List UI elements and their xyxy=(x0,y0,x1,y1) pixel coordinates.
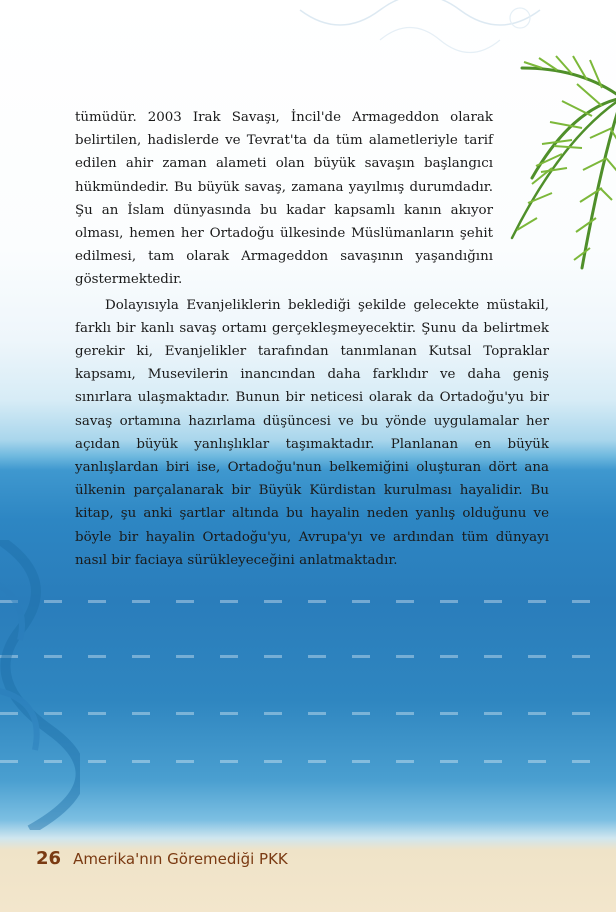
wave-highlight xyxy=(0,760,616,763)
page-number: 26 xyxy=(36,848,62,869)
wave-highlight xyxy=(0,600,616,603)
wave-highlight xyxy=(0,712,616,715)
wave-highlight xyxy=(0,655,616,658)
paragraph: Dolayısıyla Evanjeliklerin beklediği şekilde gelecekte müstakil, farklı bir kanlı savaş ortamı gerçekleşmeyecektir. Şunu da belirtmek gerekir ki, Evanjelikler tarafından tanımlanan Kutsal Topraklar kapsamı, Musevilerin inancından daha farklıdır ve daha geniş sınırlara ulaşmaktadır. Bunun bir neticesi olarak da Ortadoğu'yu bir savaş ortamına hazırlama düşüncesi ve bu yönde uygulamalar her açıdan büyük yanlışlıklar taşımaktadır. Planlanan en büyük yanlışlardan biri ise, Ortadoğu'nun belkemiğini oluşturan dört ana ülkenin parçalanarak bir Büyük Kürdistan kurulması hayalidir. Bu kitap, şu anki şartlar altında bu hayalin neden yanlış olduğunu ve böyle bir hayalin Ortadoğu'yu, Avrupa'yı ve ardından tüm dünyayı nasıl bir faciaya sürükleyeceğini anlatmaktadır. xyxy=(75,297,549,568)
page-footer xyxy=(36,848,288,872)
body-text xyxy=(75,106,549,572)
floral-swirl-icon xyxy=(0,540,80,830)
paragraph: tümüdür. 2003 Irak Savaşı, İncil'de Armageddon olarak belirtilen, hadislerde ve Tevrat'ta da tüm alametleriyle tarif edilen ahir zaman alameti olan büyük savaşın başlangıcı hükmündedir. Bu büyük savaş, zamana yayılmış durumdadır. Şu an İslam dünyasında bu kadar kapsamlı kanın akıyor olması, hemen her Ortadoğu ülkesinde Müslümanların şehit edilmesi, tam olarak Armageddon savaşının yaşandığını göstermektedir. xyxy=(75,110,493,288)
running-title: Amerika'nın Göremediği PKK xyxy=(73,850,288,868)
